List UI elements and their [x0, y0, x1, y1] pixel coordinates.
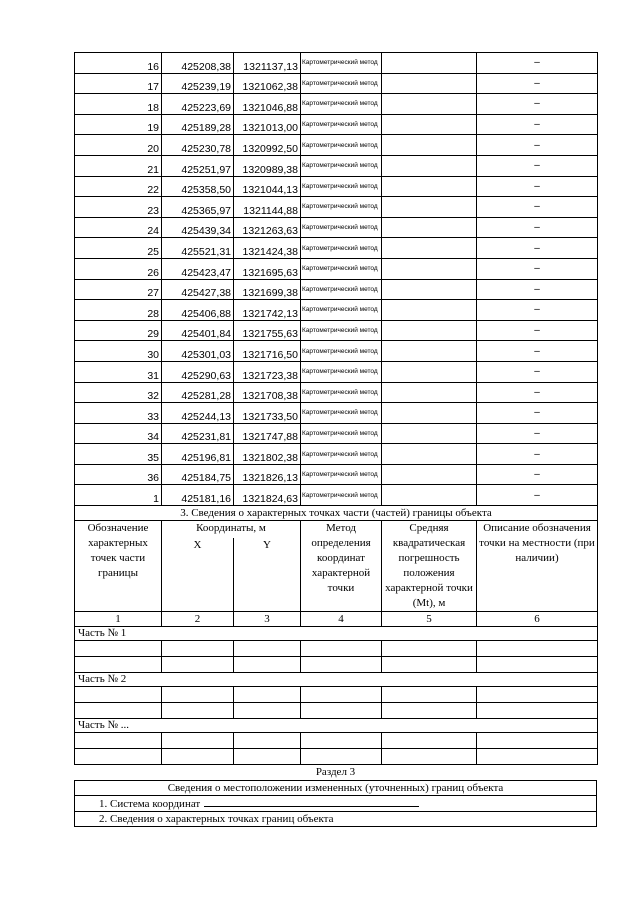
changed-boundaries-table: [74, 780, 597, 827]
point-description: –: [477, 217, 598, 238]
empty-cell: [162, 733, 234, 749]
empty-row: [75, 657, 598, 673]
point-error: [382, 361, 477, 382]
empty-row: [75, 641, 598, 657]
empty-cell: [75, 657, 162, 673]
point-y: 1321062,38: [234, 73, 301, 94]
point-error: [382, 341, 477, 362]
point-number: 18: [75, 94, 162, 115]
point-method: Картометрический метод: [301, 94, 382, 115]
header-y: Y: [234, 538, 301, 612]
point-method: Картометрический метод: [301, 217, 382, 238]
point-row: [75, 217, 598, 238]
point-row: [75, 258, 598, 279]
coordinate-system-field: [204, 796, 419, 807]
header-description: Описание обозначения точки на местности (при наличии): [477, 521, 598, 612]
point-description: –: [477, 464, 598, 485]
empty-cell: [234, 703, 301, 719]
boundary-points-table: [74, 52, 598, 765]
point-x: 425301,03: [162, 341, 234, 362]
point-row: [75, 94, 598, 115]
point-description: –: [477, 197, 598, 218]
point-row: [75, 485, 598, 506]
point-x: 425427,38: [162, 279, 234, 300]
point-description: –: [477, 382, 598, 403]
empty-cell: [382, 749, 477, 765]
empty-row: [75, 703, 598, 719]
header-mean-error: Средняя квадратическая погрешность положения характерной точки (Mt), м: [382, 521, 477, 612]
section-3-title: 3. Сведения о характерных точках части (частей) границы объекта: [75, 506, 598, 521]
empty-cell: [162, 641, 234, 657]
empty-cell: [382, 703, 477, 719]
point-error: [382, 94, 477, 115]
point-method: Картометрический метод: [301, 361, 382, 382]
column-number: 4: [301, 612, 382, 627]
point-x: 425358,50: [162, 176, 234, 197]
point-description: –: [477, 361, 598, 382]
empty-cell: [234, 687, 301, 703]
point-method: Картометрический метод: [301, 279, 382, 300]
point-row: [75, 382, 598, 403]
empty-cell: [75, 687, 162, 703]
point-description: –: [477, 176, 598, 197]
changed-boundaries-title: Сведения о местоположении измененных (уточненных) границ объекта: [75, 781, 597, 796]
point-error: [382, 73, 477, 94]
empty-cell: [477, 703, 598, 719]
point-row: [75, 403, 598, 424]
empty-cell: [301, 749, 382, 765]
coordinate-system-row: [75, 796, 597, 812]
point-error: [382, 114, 477, 135]
empty-cell: [162, 703, 234, 719]
empty-cell: [75, 749, 162, 765]
point-x: 425401,84: [162, 320, 234, 341]
point-description: –: [477, 403, 598, 424]
header-x: X: [162, 538, 234, 612]
point-row: [75, 444, 598, 465]
point-y: 1321755,63: [234, 320, 301, 341]
point-y: 1321695,63: [234, 258, 301, 279]
point-error: [382, 135, 477, 156]
point-method: Картометрический метод: [301, 464, 382, 485]
empty-cell: [162, 749, 234, 765]
point-y: 1321424,38: [234, 238, 301, 259]
point-error: [382, 197, 477, 218]
point-error: [382, 423, 477, 444]
point-x: 425281,28: [162, 382, 234, 403]
point-error: [382, 403, 477, 424]
empty-row: [75, 749, 598, 765]
empty-cell: [162, 657, 234, 673]
point-row: [75, 464, 598, 485]
point-row: [75, 238, 598, 259]
point-x: 425230,78: [162, 135, 234, 156]
empty-cell: [301, 641, 382, 657]
column-number: 1: [75, 612, 162, 627]
point-row: [75, 155, 598, 176]
header-row-1: [75, 521, 598, 538]
point-number: 17: [75, 73, 162, 94]
empty-cell: [477, 687, 598, 703]
empty-cell: [301, 733, 382, 749]
point-description: –: [477, 73, 598, 94]
point-x: 425223,69: [162, 94, 234, 115]
point-method: Картометрический метод: [301, 300, 382, 321]
section-3-title-row: [75, 506, 598, 521]
point-row: [75, 279, 598, 300]
point-description: –: [477, 341, 598, 362]
point-y: 1321733,50: [234, 403, 301, 424]
empty-cell: [234, 641, 301, 657]
point-method: Картометрический метод: [301, 320, 382, 341]
point-method: Картометрический метод: [301, 403, 382, 424]
point-row: [75, 176, 598, 197]
point-method: Картометрический метод: [301, 73, 382, 94]
header-coordinates: Координаты, м: [162, 521, 301, 538]
point-x: 425196,81: [162, 444, 234, 465]
point-number: 16: [75, 53, 162, 74]
point-number: 31: [75, 361, 162, 382]
column-number: 5: [382, 612, 477, 627]
point-description: –: [477, 155, 598, 176]
razdel-3-heading: Раздел 3: [315, 766, 356, 779]
empty-cell: [75, 733, 162, 749]
point-number: 35: [75, 444, 162, 465]
point-description: –: [477, 279, 598, 300]
point-y: 1321263,63: [234, 217, 301, 238]
point-row: [75, 197, 598, 218]
column-number: 2: [162, 612, 234, 627]
point-x: 425290,63: [162, 361, 234, 382]
empty-cell: [382, 641, 477, 657]
point-y: 1321716,50: [234, 341, 301, 362]
point-method: Картометрический метод: [301, 485, 382, 506]
point-description: –: [477, 135, 598, 156]
point-number: 23: [75, 197, 162, 218]
point-error: [382, 238, 477, 259]
point-description: –: [477, 258, 598, 279]
point-error: [382, 176, 477, 197]
point-y: 1321802,38: [234, 444, 301, 465]
point-row: [75, 300, 598, 321]
point-y: 1321144,88: [234, 197, 301, 218]
point-description: –: [477, 320, 598, 341]
point-number: 24: [75, 217, 162, 238]
point-description: –: [477, 94, 598, 115]
point-error: [382, 53, 477, 74]
point-number: 33: [75, 403, 162, 424]
empty-cell: [477, 733, 598, 749]
point-y: 1320992,50: [234, 135, 301, 156]
point-error: [382, 279, 477, 300]
point-y: 1321013,00: [234, 114, 301, 135]
empty-cell: [301, 703, 382, 719]
point-error: [382, 464, 477, 485]
column-numbers-row: [75, 612, 598, 627]
document-page: [74, 52, 597, 827]
point-error: [382, 444, 477, 465]
point-x: 425231,81: [162, 423, 234, 444]
empty-cell: [234, 733, 301, 749]
empty-cell: [234, 657, 301, 673]
point-x: 425365,97: [162, 197, 234, 218]
point-description: –: [477, 485, 598, 506]
point-row: [75, 135, 598, 156]
point-error: [382, 217, 477, 238]
empty-cell: [75, 703, 162, 719]
point-row: [75, 114, 598, 135]
point-y: 1321708,38: [234, 382, 301, 403]
part-label: Часть № ...: [75, 719, 598, 733]
point-method: Картометрический метод: [301, 238, 382, 259]
empty-cell: [301, 687, 382, 703]
point-error: [382, 320, 477, 341]
empty-cell: [382, 657, 477, 673]
point-number: 22: [75, 176, 162, 197]
point-method: Картометрический метод: [301, 135, 382, 156]
point-x: 425239,19: [162, 73, 234, 94]
point-row: [75, 320, 598, 341]
point-number: 32: [75, 382, 162, 403]
point-y: 1320989,38: [234, 155, 301, 176]
point-description: –: [477, 238, 598, 259]
point-x: 425208,38: [162, 53, 234, 74]
points-table-body: [75, 53, 598, 506]
part-2-label-row: [75, 673, 598, 687]
point-y: 1321824,63: [234, 485, 301, 506]
point-number: 27: [75, 279, 162, 300]
point-x: 425406,88: [162, 300, 234, 321]
header-method: Метод определения координат характерной точки: [301, 521, 382, 612]
point-number: 21: [75, 155, 162, 176]
point-number: 19: [75, 114, 162, 135]
point-y: 1321044,13: [234, 176, 301, 197]
point-description: –: [477, 300, 598, 321]
point-method: Картометрический метод: [301, 176, 382, 197]
empty-cell: [382, 733, 477, 749]
point-y: 1321742,13: [234, 300, 301, 321]
point-x: 425439,34: [162, 217, 234, 238]
empty-cell: [234, 749, 301, 765]
point-y: 1321046,88: [234, 94, 301, 115]
empty-cell: [162, 687, 234, 703]
point-error: [382, 258, 477, 279]
point-row: [75, 361, 598, 382]
header-point-designation: Обозначение характерных точек части границы: [75, 521, 162, 612]
part-1-label-row: [75, 627, 598, 641]
point-error: [382, 485, 477, 506]
coordinate-system-label: 1. Система координат: [99, 798, 201, 811]
point-y: 1321826,13: [234, 464, 301, 485]
point-row: [75, 341, 598, 362]
point-number: 26: [75, 258, 162, 279]
empty-cell: [301, 657, 382, 673]
point-error: [382, 300, 477, 321]
point-x: 425181,16: [162, 485, 234, 506]
empty-cell: [477, 749, 598, 765]
empty-row: [75, 733, 598, 749]
point-y: 1321723,38: [234, 361, 301, 382]
point-row: [75, 53, 598, 74]
point-x: 425251,97: [162, 155, 234, 176]
point-description: –: [477, 423, 598, 444]
point-x: 425189,28: [162, 114, 234, 135]
point-x: 425244,13: [162, 403, 234, 424]
part-label: Часть № 2: [75, 673, 598, 687]
point-method: Картометрический метод: [301, 382, 382, 403]
point-method: Картометрический метод: [301, 258, 382, 279]
empty-cell: [477, 657, 598, 673]
point-number: 34: [75, 423, 162, 444]
part-label: Часть № 1: [75, 627, 598, 641]
point-method: Картометрический метод: [301, 444, 382, 465]
point-description: –: [477, 114, 598, 135]
point-method: Картометрический метод: [301, 423, 382, 444]
point-error: [382, 382, 477, 403]
point-number: 25: [75, 238, 162, 259]
point-row: [75, 423, 598, 444]
point-number: 1: [75, 485, 162, 506]
point-y: 1321699,38: [234, 279, 301, 300]
column-number: 6: [477, 612, 598, 627]
empty-row: [75, 687, 598, 703]
point-x: 425521,31: [162, 238, 234, 259]
point-row: [75, 73, 598, 94]
point-method: Картометрический метод: [301, 155, 382, 176]
point-method: Картометрический метод: [301, 341, 382, 362]
boundary-points-title: 2. Сведения о характерных точках границ объекта: [75, 812, 597, 827]
point-description: –: [477, 444, 598, 465]
point-error: [382, 155, 477, 176]
empty-cell: [477, 641, 598, 657]
point-x: 425423,47: [162, 258, 234, 279]
point-method: Картометрический метод: [301, 53, 382, 74]
point-y: 1321137,13: [234, 53, 301, 74]
point-number: 28: [75, 300, 162, 321]
point-method: Картометрический метод: [301, 197, 382, 218]
point-number: 36: [75, 464, 162, 485]
point-method: Картометрический метод: [301, 114, 382, 135]
point-description: –: [477, 53, 598, 74]
column-number: 3: [234, 612, 301, 627]
part-n-label-row: [75, 719, 598, 733]
point-y: 1321747,88: [234, 423, 301, 444]
point-number: 29: [75, 320, 162, 341]
point-number: 20: [75, 135, 162, 156]
empty-cell: [382, 687, 477, 703]
point-x: 425184,75: [162, 464, 234, 485]
empty-cell: [75, 641, 162, 657]
point-number: 30: [75, 341, 162, 362]
